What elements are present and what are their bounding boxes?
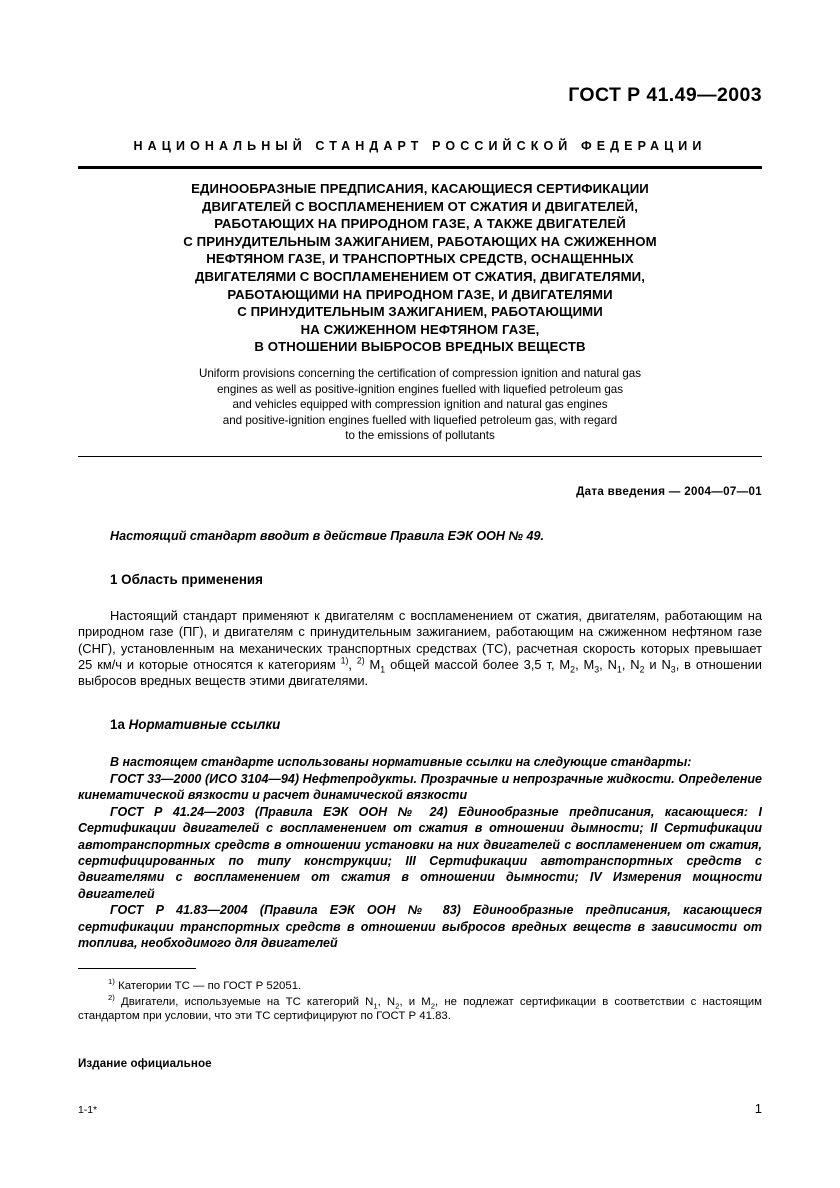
category-index: 1: [616, 664, 622, 675]
section-heading-normative-refs: [110, 716, 762, 734]
title-line: С ПРИНУДИТЕЛЬНЫМ ЗАЖИГАНИЕМ, РАБОТАЮЩИМИ: [237, 304, 603, 320]
footnote-category-index: 1: [373, 1001, 378, 1011]
title-line: В ОТНОШЕНИИ ВЫБРОСОВ ВРЕДНЫХ ВЕЩЕСТВ: [254, 339, 586, 355]
section-number: 1а: [110, 717, 129, 733]
standard-designation: ГОСТ Р 41.49—2003: [568, 84, 762, 106]
footnote-2-marker: 2): [108, 993, 115, 1003]
section-title: Нормативные ссылки: [128, 717, 281, 733]
document-title-russian: [70, 180, 770, 356]
scope-text-part2: общей массой более 3,5 т, M: [385, 656, 571, 672]
title-divider-thin: [78, 456, 762, 457]
section-heading-scope: 1 Область применения: [110, 572, 263, 587]
category-m-index: 1: [380, 664, 386, 675]
subtitle-line: engines as well as positive-ignition engines fuelled with liquefied petroleum gas: [216, 382, 624, 396]
normative-reference-item: ГОСТ 33—2000 (ИСО 3104—94) Нефтепродукты. Прозрачные и непрозрачные жидкости. Определение кинематической вязкости и расчет динамической вязкости: [78, 771, 762, 803]
category-sep: , N: [621, 656, 640, 672]
subtitle-line: to the emissions of pollutants: [345, 429, 495, 443]
title-line: НЕФТЯНОМ ГАЗЕ, И ТРАНСПОРТНЫХ СРЕДСТВ, ОСНАЩЕННЫХ: [206, 251, 634, 267]
title-line: НА СЖИЖЕННОМ НЕФТЯНОМ ГАЗЕ,: [300, 321, 540, 337]
category-index: 2: [570, 664, 576, 675]
footnote-ref-1: 1): [340, 655, 349, 666]
lead-statement: Настоящий стандарт вводит в действие Правила ЕЭК ООН № 49.: [110, 529, 544, 543]
signature-mark: 1-1*: [78, 1105, 98, 1116]
category-index: 2: [639, 664, 645, 675]
category-sep: , M: [575, 656, 595, 672]
scope-paragraph: [78, 608, 762, 689]
footnote-1: [78, 979, 762, 994]
category-sep: и N: [644, 656, 671, 672]
header-divider-thick: [78, 166, 762, 169]
footnote-category-index: 2: [430, 1001, 436, 1011]
title-line: РАБОТАЮЩИМИ НА ПРИРОДНОМ ГАЗЕ, И ДВИГАТЕЛЯМИ: [227, 286, 613, 302]
category-m-letter: M: [364, 656, 381, 672]
title-line: С ПРИНУДИТЕЛЬНЫМ ЗАЖИГАНИЕМ, РАБОТАЮЩИХ НА СЖИЖЕННОМ: [183, 233, 657, 249]
footnote-2-text-b: , N: [377, 995, 396, 1008]
title-line: ЕДИНООБРАЗНЫЕ ПРЕДПИСАНИЯ, КАСАЮЩИЕСЯ СЕРТИФИКАЦИИ: [191, 181, 649, 196]
page-number: 1: [754, 1101, 762, 1116]
footnote-separator: [78, 968, 196, 969]
category-index: 3: [594, 664, 600, 675]
footnote-2-text-c: , и M: [399, 995, 431, 1008]
scope-text-part1: Настоящий стандарт применяют к двигателям с воспламенением от сжатия, двигателям, работающим на природном газе (ПГ), и двигателям с принудительным зажиганием, работающим на сжиженном нефтяном газе (СНГ), установленным на механических транспортных средствах (ТС), расчетная скорость которых превышает 25 км/ч и которые относятся к категориям: [78, 608, 762, 672]
footnote-2: [78, 995, 762, 1024]
document-body: [78, 528, 762, 951]
document-title-english: [70, 366, 770, 444]
footnotes: [78, 968, 762, 1025]
footnote-1-marker: 1): [108, 977, 115, 987]
footnote-2-text-d: , не подлежат сертификации в соответствии с настоящим стандартом при условии, что эти ТС сертифицируют по ГОСТ Р 41.83.: [78, 995, 762, 1023]
subtitle-line: and positive-ignition engines fuelled with liquefied petroleum gas, with regard: [222, 413, 618, 427]
normative-refs-intro: В настоящем стандарте использованы нормативные ссылки на следующие стандарты:: [110, 755, 692, 770]
category-index: 3: [670, 664, 676, 675]
title-line: РАБОТАЮЩИХ НА ПРИРОДНОМ ГАЗЕ, А ТАКЖЕ ДВИГАТЕЛЕЙ: [214, 216, 626, 232]
footnote-category-index: 2: [395, 1001, 400, 1011]
subtitle-line: Uniform provisions concerning the certification of compression ignition and natural gas: [198, 367, 642, 380]
introduction-date: Дата введения — 2004—07—01: [576, 485, 762, 498]
footnote-ref-separator: ,: [348, 656, 357, 672]
scope-text-part3: , в отношении выбросов вредных веществ этими двигателями.: [78, 656, 762, 689]
national-standard-header: НАЦИОНАЛЬНЫЙ СТАНДАРТ РОССИЙСКОЙ ФЕДЕРАЦИИ: [133, 139, 707, 153]
footnote-2-text-a: Двигатели, используемые на ТС категорий N: [114, 995, 374, 1008]
title-line: ДВИГАТЕЛЕЙ С ВОСПЛАМЕНЕНИЕМ ОТ СЖАТИЯ И ДВИГАТЕЛЕЙ,: [201, 198, 639, 214]
category-sep: , N: [599, 656, 617, 672]
footnote-ref-2: 2): [356, 655, 365, 666]
normative-reference-item: ГОСТ Р 41.83—2004 (Правила ЕЭК ООН № 83) Единообразные предписания, касающиеся сертификации транспортных средств в отношении выбросов вредных веществ в зависимости от топлива, необходимого для двигателей: [78, 903, 762, 950]
footnote-1-text: Категории ТС — по ГОСТ Р 52051.: [114, 980, 302, 993]
official-edition-note: Издание официальное: [78, 1057, 212, 1070]
normative-reference-item: ГОСТ Р 41.24—2003 (Правила ЕЭК ООН № 24) Единообразные предписания, касающиеся: I Сертификации двигателей с воспламенением от сжатия в отношении дымности; II Сертификации автотранспортных средств в отношении установки на них двигателей с воспламенением от сжатия, сертифицированных по типу конструкции; III Сертификации автотранспортных средств с двигателями с воспламенением от сжатия в отношении дымности; IV Измерения мощности двигателей: [78, 804, 762, 901]
subtitle-line: and vehicles equipped with compression ignition and natural gas engines: [232, 398, 608, 412]
title-line: ДВИГАТЕЛЯМИ С ВОСПЛАМЕНЕНИЕМ ОТ СЖАТИЯ, ДВИГАТЕЛЯМИ,: [194, 268, 646, 284]
